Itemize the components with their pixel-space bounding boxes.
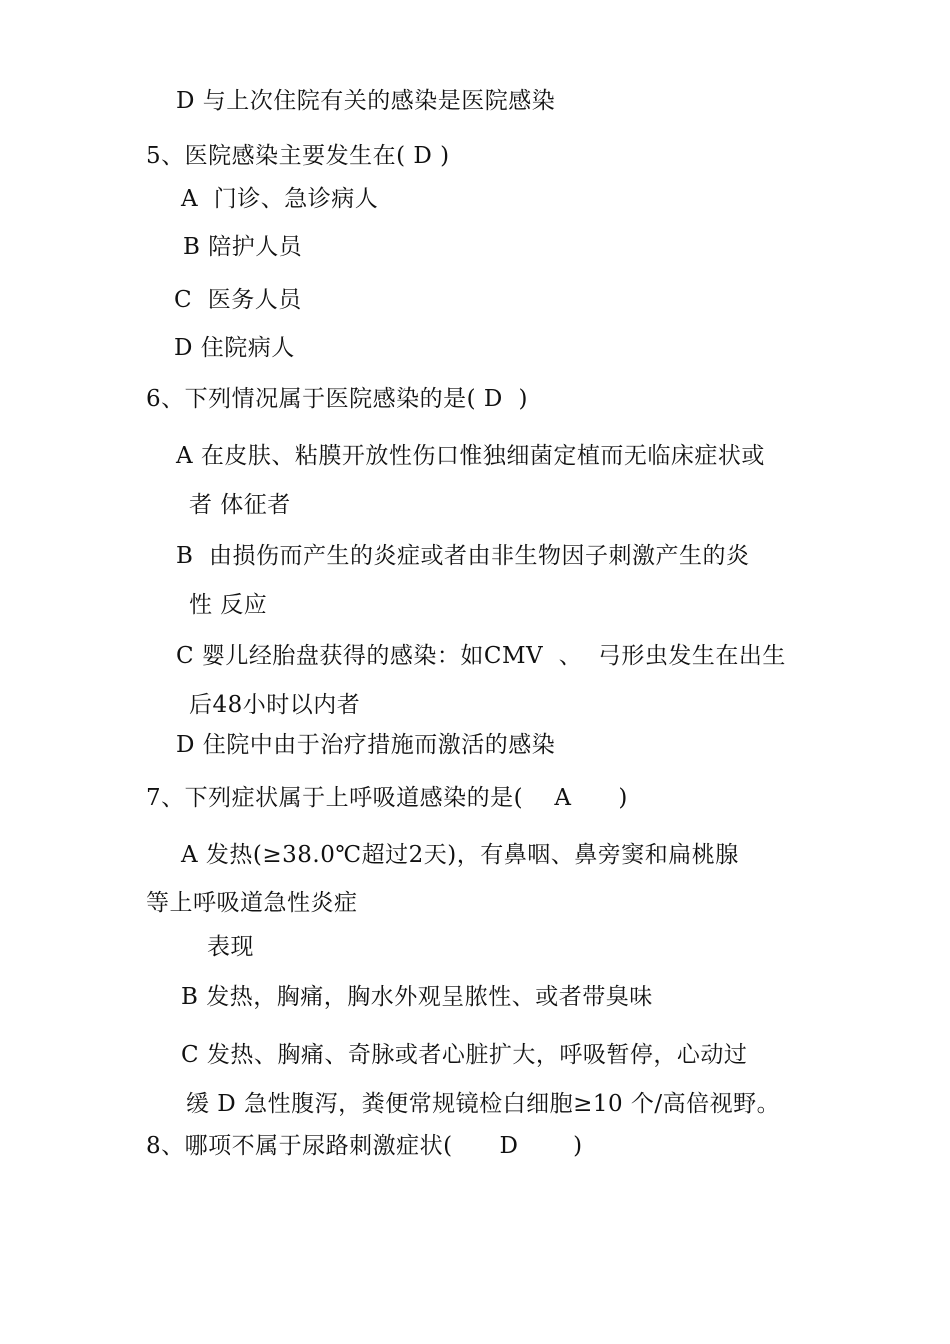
- q5-option-a: A 门诊、急诊病人: [181, 186, 379, 212]
- q7-option-b: B 发热，胸痛，胸水外观呈脓性、或者带臭味: [181, 984, 653, 1010]
- q7-option-a-line2: 等上呼吸道急性炎症: [146, 890, 358, 916]
- q6-option-c-line1: C 婴儿经胎盘获得的感染：如CMV 、 弓形虫发生在出生: [176, 643, 786, 669]
- q6-option-b-line1: B 由损伤而产生的炎症或者由非生物因子刺激产生的炎: [176, 543, 750, 569]
- q6-option-c-line2: 后48小时以内者: [189, 692, 361, 718]
- q4-option-d: D 与上次住院有关的感染是医院感染: [176, 88, 556, 114]
- q7-option-c-line2: 缓 D 急性腹泻，粪便常规镜检白细胞≥10 个/高倍视野。: [186, 1091, 781, 1117]
- q5-option-d: D 住院病人: [174, 335, 295, 361]
- q7-question: 7、下列症状属于上呼吸道感染的是( A ): [146, 785, 628, 811]
- q5-option-c: C 医务人员: [174, 287, 302, 313]
- q6-option-a-line1: A 在皮肤、粘膜开放性伤口惟独细菌定植而无临床症状或: [176, 443, 765, 469]
- q8-question: 8、哪项不属于尿路刺激症状( D ): [146, 1133, 583, 1159]
- q6-question: 6、下列情况属于医院感染的是( D ): [146, 386, 528, 412]
- q5-question: 5、医院感染主要发生在( D ): [146, 143, 450, 169]
- q7-option-a-line3: 表现: [207, 934, 254, 960]
- q6-option-b-line2: 性 反应: [189, 592, 268, 618]
- q7-option-c-line1: C 发热、胸痛、奇脉或者心脏扩大，呼吸暂停，心动过: [181, 1042, 748, 1068]
- q6-option-d: D 住院中由于治疗措施而激活的感染: [176, 732, 556, 758]
- q7-option-a-line1: A 发热(≥38.0℃超过2天)，有鼻咽、鼻旁窦和扁桃腺: [181, 842, 739, 868]
- q6-option-a-line2: 者 体征者: [189, 492, 291, 518]
- q5-option-b: B 陪护人员: [183, 234, 303, 260]
